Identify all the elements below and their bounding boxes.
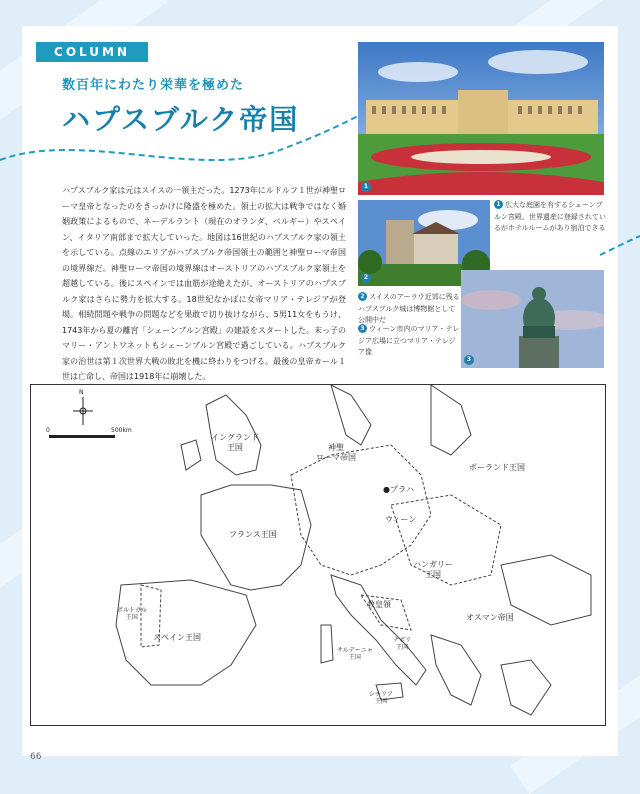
caption-3: [358, 324, 462, 359]
photo-number: 3: [464, 355, 474, 365]
scale-start-label: 0: [46, 427, 50, 434]
map-label-prague: ●プラハ: [383, 485, 414, 494]
compass-label: N: [79, 389, 84, 396]
article-title: ハプスブルク帝国: [62, 103, 300, 136]
scale-end-label: 500km: [111, 427, 132, 434]
caption-number: 3: [358, 324, 367, 333]
scale-bar: [49, 435, 115, 438]
caption-text: ウィーン市内のマリア・テレジア広場に立つマリア・テレジア像: [358, 325, 460, 356]
map-label-naples: ナポリ 王国: [393, 637, 412, 651]
photo-schonbrunn-palace: [358, 42, 604, 195]
photo-number: 2: [361, 273, 371, 283]
article-subtitle: 数百年にわたり栄華を極めた: [62, 78, 245, 93]
map-label-ottoman: オスマン帝国: [466, 613, 514, 622]
palace-illustration: [358, 42, 604, 195]
map-label-vienna: ウィーン: [385, 515, 417, 524]
page-number: 66: [30, 752, 42, 762]
map-label-england: イングランド 王国: [211, 433, 259, 452]
caption-number: 1: [494, 200, 503, 209]
map-label-poland: ポーランド王国: [469, 463, 525, 472]
body-text: ハプスブルク家は元はスイスの一領主だった。1273年にルドルフ１世が神聖ローマ皇帝となったのをきっかけに隆盛を極めた。領土の拡大は戦争ではなく婚姻政策によるもので、ネーデルラント（現在のオランダ、ベルギー）やスペイン、イタリア南部まで拡大していった。地図は16世紀のハプスブルク家の領土を示している。点線のエリアがハプスブルク帝国領土の範囲と神聖ローマ帝国の境界線だ。神聖ローマ帝国の境界線はオーストリアのハプスブルク家領土を超越している。後にスペインでは血筋が途絶えたが、オーストリアのハプスブルク家はさらに勢力を拡大する。18世紀なかばに女帝マリア・テレジアが登場。相続問題や戦争の問題などを果敢で切り抜けながら、5男11女をもうけ、1743年から夏の離宮「シェーンブルン宮殿」の建設をスタートした。末っ子のマリー・アントワネットもシェーンブルン宮殿で過ごしている。ハプスブルク家の治世は第１次世界大戦の敗北を機に終わりをつげる。最後の皇帝カール１世は亡命し、帝国は1918年に崩壊した。: [62, 186, 346, 381]
column-badge: COLUMN: [36, 42, 148, 62]
compass-icon: [73, 397, 93, 425]
map-label-hungary: ハンガリー 王国: [413, 560, 453, 579]
statue-illustration: [461, 270, 604, 368]
photo-maria-theresa-statue: [461, 270, 604, 368]
photo-number: 1: [361, 182, 371, 192]
map-label-spain: スペイン王国: [153, 633, 201, 642]
caption-number: 2: [358, 292, 367, 301]
map-label-hre: 神聖 ローマ帝国: [316, 443, 356, 462]
map-label-sardinia: サルデーニャ 王国: [337, 647, 373, 661]
map-outline: [31, 385, 605, 725]
map-label-sicily: シチリア 王国: [369, 691, 394, 705]
caption-1: [494, 200, 606, 235]
map-label-portugal: ポルトガル 王国: [117, 607, 147, 621]
caption-text: 広大な庭園を有するシェーンブルン宮殿。世界遺産に登録されているがホテルルームがあり宿泊できる: [494, 201, 606, 232]
caption-2: [358, 292, 462, 327]
caption-text: スイスのアーラウ近郊に残るハプスブルク城は博物館として公開中だ: [358, 293, 460, 324]
habsburg-map: [30, 384, 606, 726]
map-label-france: フランス王国: [229, 530, 277, 539]
map-label-papal-states: 教皇領: [367, 600, 391, 609]
